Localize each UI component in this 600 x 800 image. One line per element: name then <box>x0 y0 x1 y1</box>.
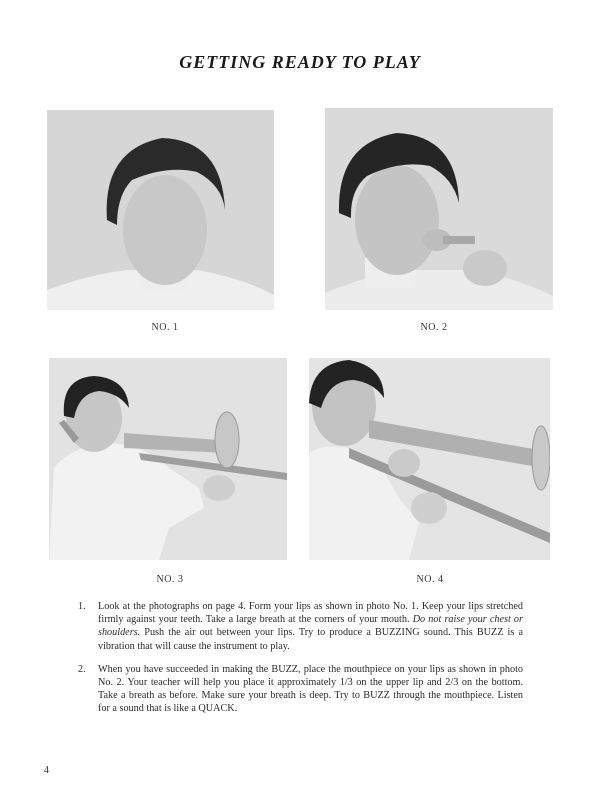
instructions <box>78 600 523 726</box>
instruction-number: 2. <box>78 663 86 675</box>
instruction-text: When you have succeeded in making the BUZZ, place the mouthpiece on your lips as shown in photo No. 2. Your teacher will help you place it approximately 1/3 on the upper lip and 2/3 on the bottom. Take a breath as before. Make sure your breath is deep. Try to BUZZ through the mouthpiece. Listen for a sound that is like a QUACK. <box>98 663 523 715</box>
instruction-text: Push the air out between your lips. Try to produce a BUZZING sound. This BUZZ is a vibration that will cause the instrument to play. <box>98 627 523 652</box>
photo-4 <box>309 358 550 560</box>
instruction-text: Look at the photographs on page 4. Form your lips as shown in photo No. 1. Keep your lips stretched firmly against your teeth. Take a large breath at the corners of your mouth. <box>98 601 523 626</box>
instruction-item-1 <box>78 600 523 653</box>
photo-4-caption: NO. 4 <box>416 574 444 585</box>
instruction-item-2 <box>78 663 523 716</box>
page-title: GETTING READY TO PLAY <box>179 52 421 72</box>
photo-2 <box>325 108 553 310</box>
photo-3 <box>49 358 287 560</box>
photo-1-caption: NO. 1 <box>151 322 179 333</box>
photo-1 <box>47 110 274 310</box>
photo-2-caption: NO. 2 <box>420 322 448 333</box>
instruction-number: 1. <box>78 601 86 612</box>
photo-3-caption: NO. 3 <box>156 574 184 585</box>
page-number: 4 <box>44 765 49 776</box>
instruction-emphasis: Do not raise your chest or shoulders. <box>98 614 523 639</box>
